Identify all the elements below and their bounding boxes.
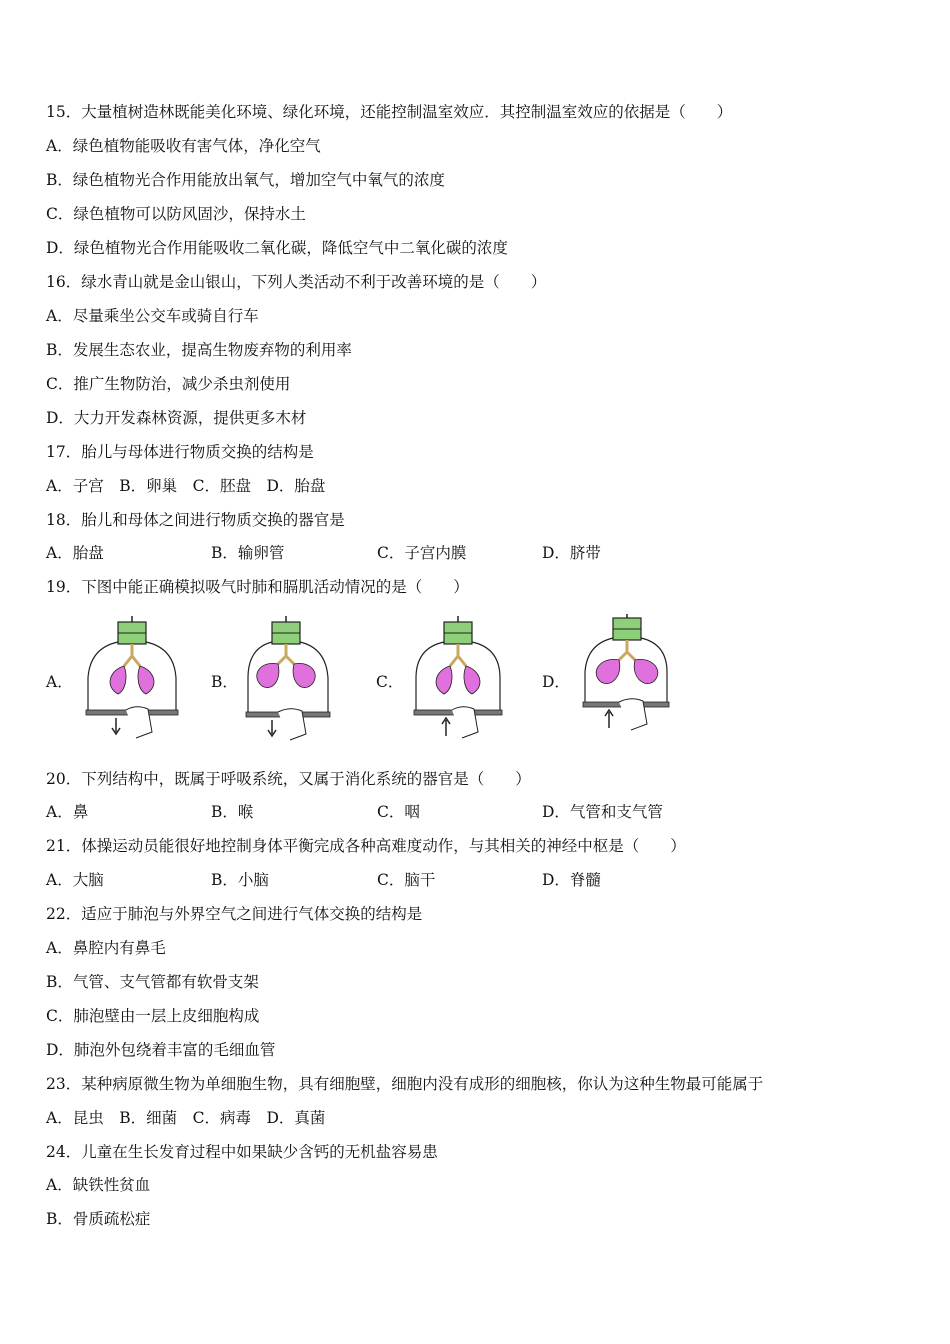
q20-option-d: D．气管和支气管 bbox=[542, 803, 663, 821]
q23-options: A．昆虫 B．细菌 C．病毒 D．真菌 bbox=[46, 1109, 326, 1127]
bell-jar-diagram-d bbox=[575, 614, 685, 742]
q22-stem: 22．适应于肺泡与外界空气之间进行气体交换的结构是 bbox=[46, 905, 423, 923]
q24-option-b: B．骨质疏松症 bbox=[46, 1210, 151, 1228]
q17-options: A．子宫 B．卵巢 C．胚盘 D．胎盘 bbox=[46, 477, 326, 495]
q19-option-d-label: D． bbox=[542, 673, 570, 691]
q20-stem: 20．下列结构中，既属于呼吸系统，又属于消化系统的器官是（ ） bbox=[46, 770, 531, 788]
q15-option-c: C．绿色植物可以防风固沙，保持水土 bbox=[46, 205, 306, 223]
q21-option-a: A．大脑 bbox=[46, 871, 104, 889]
q17-stem: 17．胎儿与母体进行物质交换的结构是 bbox=[46, 443, 314, 461]
q16-option-b: B．发展生态农业，提高生物废弃物的利用率 bbox=[46, 341, 352, 359]
q19-option-a-label: A． bbox=[46, 673, 73, 691]
q18-stem: 18．胎儿和母体之间进行物质交换的器官是 bbox=[46, 511, 345, 529]
q22-option-c: C．肺泡壁由一层上皮细胞构成 bbox=[46, 1007, 260, 1025]
q18-option-c: C．子宫内膜 bbox=[377, 544, 467, 562]
bell-jar-diagram-a bbox=[78, 614, 188, 742]
q15-option-a: A．绿色植物能吸收有害气体，净化空气 bbox=[46, 137, 321, 155]
q21-option-d: D．脊髓 bbox=[542, 871, 601, 889]
q18-option-d: D．脐带 bbox=[542, 544, 601, 562]
q19-stem: 19．下图中能正确模拟吸气时肺和膈肌活动情况的是（ ） bbox=[46, 578, 469, 596]
q22-option-b: B．气管、支气管都有软骨支架 bbox=[46, 973, 259, 991]
q24-stem: 24．儿童在生长发育过程中如果缺少含钙的无机盐容易患 bbox=[46, 1143, 438, 1161]
q21-stem: 21．体操运动员能很好地控制身体平衡完成各种高难度动作，与其相关的神经中枢是（ ） bbox=[46, 837, 686, 855]
q19-option-b-label: B． bbox=[211, 673, 238, 691]
bell-jar-diagram-b bbox=[242, 614, 352, 742]
q21-option-b: B．小脑 bbox=[211, 871, 269, 889]
bell-jar-diagram-c bbox=[408, 614, 518, 742]
q24-option-a: A．缺铁性贫血 bbox=[46, 1176, 151, 1194]
q18-option-a: A．胎盘 bbox=[46, 544, 104, 562]
q20-option-b: B．喉 bbox=[211, 803, 254, 821]
q22-option-d: D．肺泡外包绕着丰富的毛细血管 bbox=[46, 1041, 276, 1059]
q21-option-c: C．脑干 bbox=[377, 871, 436, 889]
q23-stem: 23．某种病原微生物为单细胞生物，具有细胞壁，细胞内没有成形的细胞核，你认为这种生物最可能属于 bbox=[46, 1075, 764, 1093]
q16-stem: 16．绿水青山就是金山银山，下列人类活动不利于改善环境的是（ ） bbox=[46, 273, 547, 291]
q15-option-b: B．绿色植物光合作用能放出氧气，增加空气中氧气的浓度 bbox=[46, 171, 445, 189]
q16-option-d: D．大力开发森林资源，提供更多木材 bbox=[46, 409, 307, 427]
q16-option-a: A．尽量乘坐公交车或骑自行车 bbox=[46, 307, 259, 325]
q19-option-c-label: C． bbox=[376, 673, 404, 691]
q15-option-d: D．绿色植物光合作用能吸收二氧化碳，降低空气中二氧化碳的浓度 bbox=[46, 239, 508, 257]
q22-option-a: A．鼻腔内有鼻毛 bbox=[46, 939, 166, 957]
q18-option-b: B．输卵管 bbox=[211, 544, 285, 562]
q15-stem: 15．大量植树造林既能美化环境、绿化环境，还能控制温室效应．其控制温室效应的依据是（ ） bbox=[46, 103, 733, 121]
q20-option-a: A．鼻 bbox=[46, 803, 89, 821]
q20-option-c: C．咽 bbox=[377, 803, 420, 821]
q16-option-c: C．推广生物防治，减少杀虫剂使用 bbox=[46, 375, 291, 393]
